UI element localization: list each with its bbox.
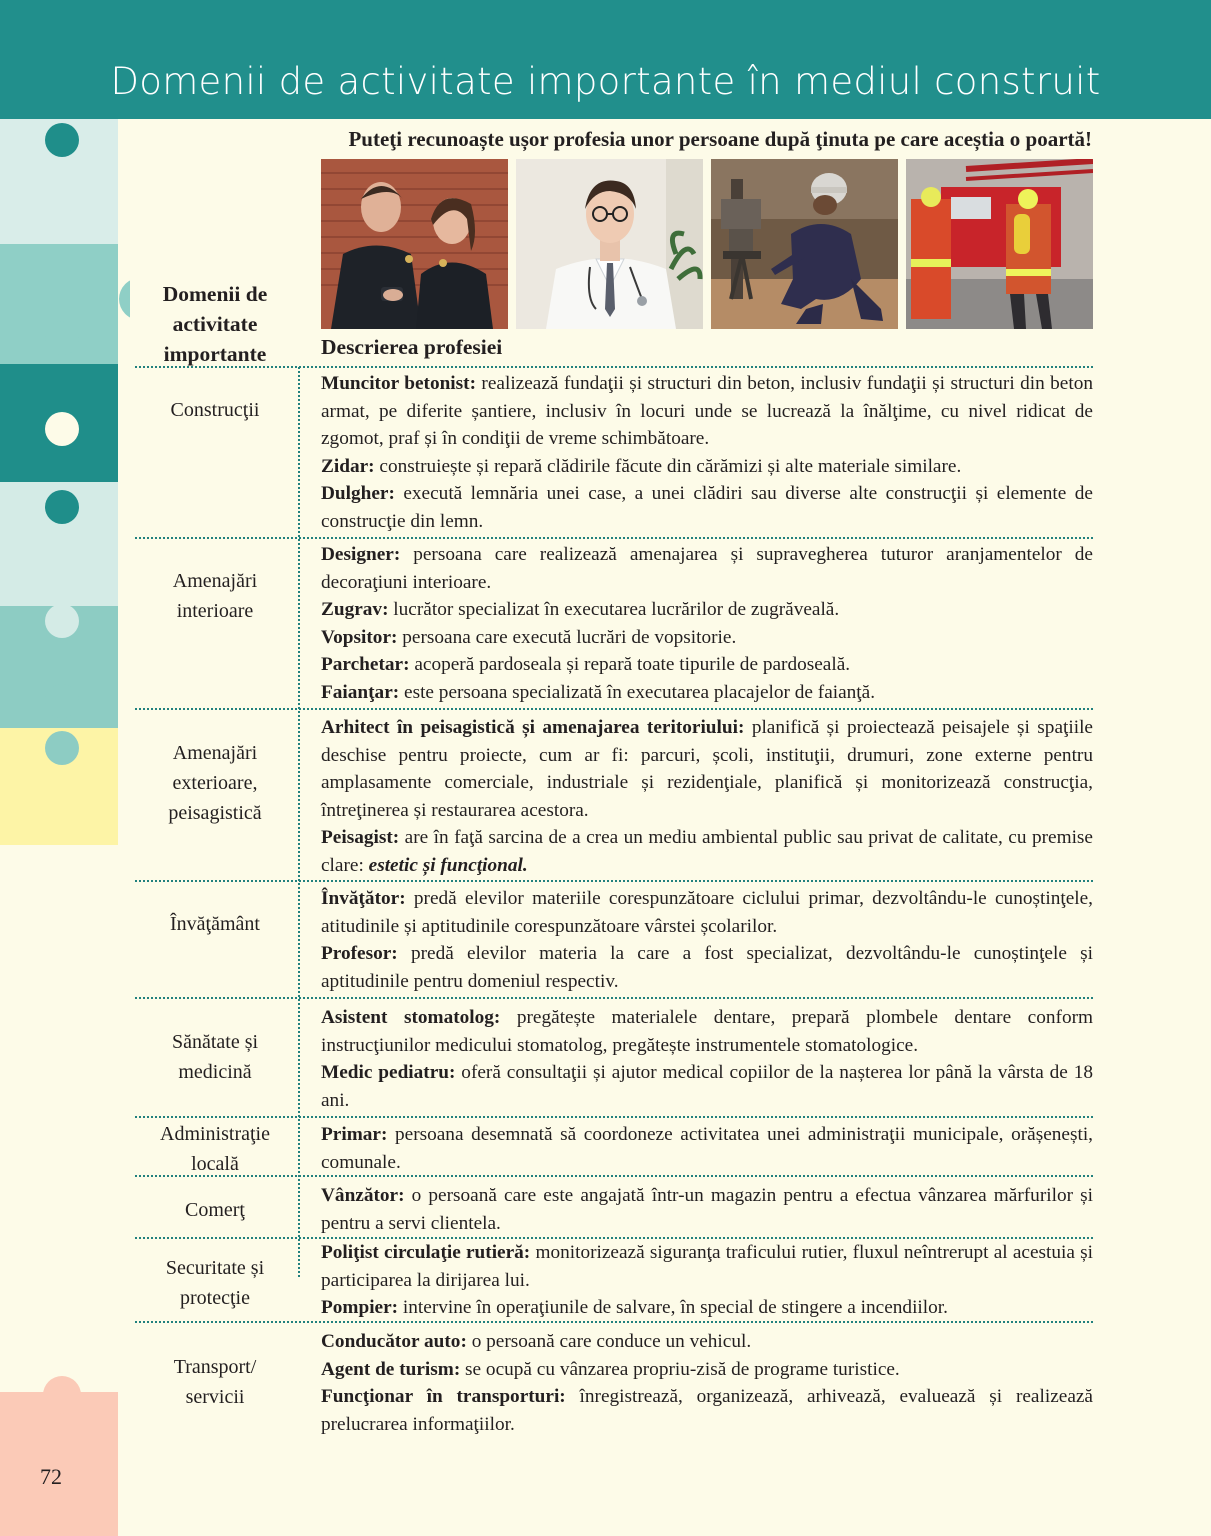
profession-entry [321,1182,1093,1237]
profession-description [321,714,1093,879]
profession-entry [321,370,1093,453]
column-header-domain: Domenii de activitate importante [162,282,268,366]
profession-entry [321,1356,1093,1384]
domain-label: Transport/ servicii [173,1356,257,1408]
profession-name: Faianţar: [321,681,400,703]
profession-name: Pompier: [321,1297,399,1318]
puzzle-decoration [0,119,130,1536]
profession-text: o persoană care conduce un vehicul. [466,1331,752,1352]
profession-entry [321,480,1093,535]
intro-subtitle: Puteţi recunoaște ușor profesia unor persoane după ţinuta pe care aceștia o poartă! [348,127,1092,151]
profession-name: Dulgher: [321,483,395,504]
domain-label: Amenajări interioare [172,570,258,622]
profession-name: Zidar: [321,455,375,477]
profession-text: înregistrează, organizează, arhivează, evaluează și realizează prelucrarea informaţiilor. [321,1386,1093,1435]
profession-name: Poliţist circulaţie rutieră: [321,1242,531,1263]
profession-text: persoana desemnată să coordoneze activitatea unei administraţii municipale, orășenești, comunale. [321,1124,1093,1173]
profession-name: Primar: [321,1124,388,1145]
domain-label: Construcţii [170,399,260,421]
profession-text: oferă consultaţii și ajutor medical copiilor de la nașterea lor până la vârsta de 18 ani. [321,1062,1094,1111]
profession-description [321,1239,1093,1322]
row-separator [135,880,1093,882]
profession-text: acoperă pardoseala și repară toate tipurile de pardoseală. [409,654,851,675]
row-separator [135,997,1093,999]
police-photo [321,159,508,329]
profession-text: este persoana specializată în executarea placajelor de faianţă. [399,681,876,703]
domain-label: Sănătate și medicină [171,1031,259,1083]
profession-entry [321,679,1093,707]
column-header-description: Descrierea profesiei [321,335,503,359]
profession-entry [321,714,1093,824]
page-number: 72 [40,1464,62,1489]
profession-text: o persoană care este angajată într-un magazin pentru a efectua vânzarea mărfurilor și pentru a servi clientela. [321,1185,1093,1234]
profession-name: Peisagist: [321,827,400,848]
profession-description [321,1182,1093,1237]
profession-text: predă elevilor materiile corespunzătoare ciclului primar, dezvoltându-le cunoștinţele, atitudinile și aptitudinile corespunzătoare vârstei școlarilor. [321,888,1093,937]
profession-entry [321,885,1093,940]
profession-entry [321,453,1093,481]
profession-text: se ocupă cu vânzarea propriu-zisă de programe turistice. [460,1358,900,1380]
profession-text: pregătește materialele dentare, prepară plombele dentare conform instrucţiunilor medicului stomatolog, pregătește instrumentele stomatologice. [321,1007,1094,1056]
profession-entry [321,1294,1093,1322]
profession-text: monitorizează siguranţa traficului rutier, fluxul neîntrerupt al acestuia și participarea la dirijarea lui. [321,1242,1093,1291]
row-separator [135,366,1093,368]
domain-label: Administraţie locală [160,1123,270,1175]
profession-entry [321,824,1093,879]
profession-name: Medic pediatru: [321,1062,456,1083]
row-separator [135,708,1093,710]
profession-name: Funcţionar în transporturi: [321,1386,566,1407]
profession-description [321,885,1093,995]
domain-label: Securitate și protecţie [165,1257,265,1309]
profession-text: predă elevilor materia la care a fost specializat, dezvoltându-le cunoștinţele și aptitudinile pentru domeniul respectiv. [321,943,1093,992]
profession-entry [321,624,1093,652]
profession-name: Zugrav: [321,599,389,620]
profession-description [321,370,1093,535]
profession-description [321,1121,1093,1176]
profession-text: execută lemnăria unei case, a unei clădiri sau diverse alte construcţii și elemente de construcţie din lemn. [321,483,1093,532]
column-separator [298,367,300,1277]
profession-name: Conducător auto: [321,1331,467,1352]
profession-entry [321,596,1093,624]
profession-entry [321,541,1093,596]
profession-entry [321,1383,1093,1438]
domain-label: Învăţământ [170,913,260,935]
profession-name: Profesor: [321,943,398,964]
domain-label: Comerţ [185,1199,245,1221]
row-separator [135,1116,1093,1118]
worker-photo [711,159,898,329]
profession-text: construiește și repară clădirile făcute din cărămizi și alte materiale similare. [374,455,962,477]
page-header [0,0,1211,119]
profession-name: Designer: [321,544,401,565]
row-separator [135,537,1093,539]
profession-text: are în faţă sarcina de a crea un mediu ambiental public sau privat de calitate, cu premise clare: [321,827,1093,876]
firefighters-photo [906,159,1093,329]
profession-name: Asistent stomatolog: [321,1007,501,1028]
profession-name: Vopsitor: [321,626,398,648]
domain-label: Amenajări exterioare, peisagistică [168,742,262,824]
page-title: Domenii de activitate importante în mediul construit [110,60,1101,103]
profession-text: intervine în operaţiunile de salvare, în special de stingere a incendiilor. [398,1297,948,1318]
profession-entry [321,940,1093,995]
profession-text: planifică și proiectează peisajele și spaţiile deschise pentru proiecte, cum ar fi: parcuri, școli, instituţii, drumuri, zone externe pentru amplasamente comerciale, industriale și rezidenţiale, planifică și monitorizează construcţia, întreţinerea și restaurarea acestora. [321,717,1093,821]
profession-entry [321,1328,1093,1356]
profession-text: persoana care execută lucrări de vopsitorie. [397,626,737,648]
profession-name: Vânzător: [321,1185,405,1206]
profession-name: Învăţător: [321,888,406,909]
profession-emphasis: estetic și funcţional. [368,854,528,876]
profession-name: Agent de turism: [321,1358,461,1380]
profession-entry [321,1239,1093,1294]
profession-description [321,1328,1093,1438]
profession-entry [321,651,1093,679]
doctor-photo [516,159,703,329]
profession-entry [321,1059,1093,1114]
profession-name: Parchetar: [321,654,410,675]
profession-name: Muncitor betonist: [321,373,477,394]
profession-name: Arhitect în peisagistică și amenajarea teritoriului: [321,717,745,738]
profession-entry [321,1121,1093,1176]
profession-description [321,541,1093,706]
profession-text: realizează fundaţii și structuri din beton, inclusiv fundaţii și structuri din beton armat, pe diferite șantiere, inclusiv în locuri unde se lucrează la înălţime, cu nivel ridicat de zgomot, praf și în condiţii de vreme schimbătoare. [321,373,1093,449]
profession-description [321,1004,1093,1114]
profession-entry [321,1004,1093,1059]
profession-text: lucrător specializat în executarea lucrărilor de zugrăveală. [388,599,840,620]
profession-text: persoana care realizează amenajarea și supravegherea tuturor aranjamentelor de decoraţiuni interioare. [321,544,1093,593]
